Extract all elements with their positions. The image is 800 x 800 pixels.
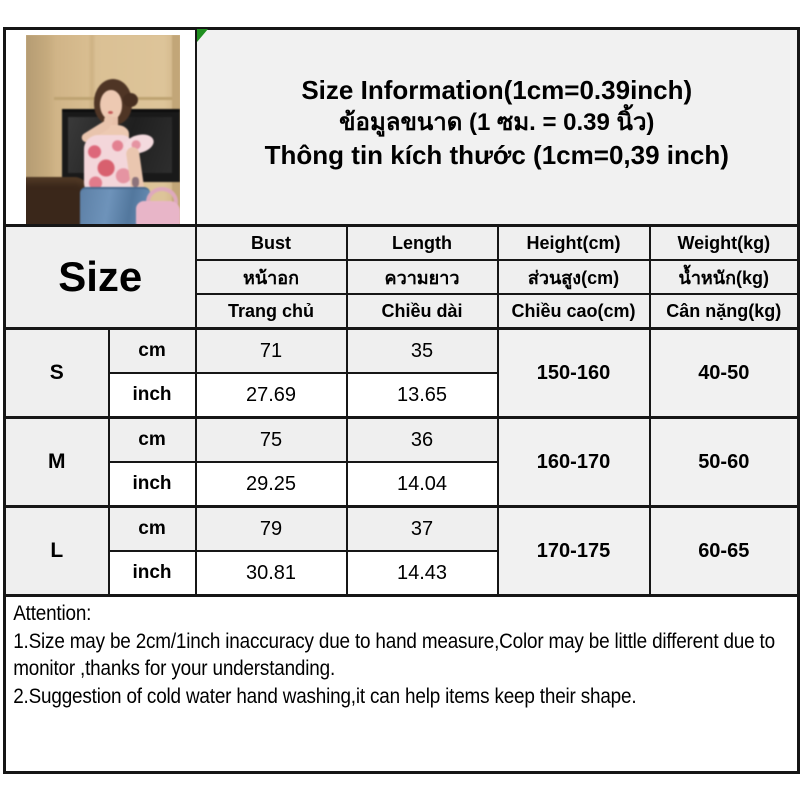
title-cell [196,29,799,226]
cell-m-bust-cm: 75 [196,418,347,463]
size-label-m: M [5,418,109,507]
unit-m-inch: inch [109,462,196,507]
cell-l-length-inch: 14.43 [347,551,498,596]
unit-m-cm: cm [109,418,196,463]
attention-note-2: 2.Suggestion of cold water hand washing,it can help items keep their shape. [13,684,637,708]
photo-model-lips [108,111,113,114]
header-height-en: Height(cm) [498,226,650,261]
photo-arm-tattoo [132,177,139,187]
header-length-vi: Chiều dài [347,294,498,329]
header-bust-en: Bust [196,226,347,261]
title-english: Size Information(1cm=0.39inch) [301,75,693,105]
unit-l-inch: inch [109,551,196,596]
attention-note-1: 1.Size may be 2cm/1inch inaccuracy due to hand measure,Color may be little different due to monitor ,thanks for your understanding. [13,629,775,680]
cell-m-weight: 50-60 [650,418,799,507]
cell-m-height: 160-170 [498,418,650,507]
cell-l-height: 170-175 [498,507,650,596]
cell-m-bust-inch: 29.25 [196,462,347,507]
size-label-s: S [5,329,109,418]
size-column-header: Size [5,226,196,329]
attention-heading: Attention: [13,602,92,625]
unit-l-cm: cm [109,507,196,552]
cell-s-length-inch: 13.65 [347,373,498,418]
cell-s-weight: 40-50 [650,329,799,418]
cell-s-length-cm: 35 [347,329,498,374]
cell-s-height: 150-160 [498,329,650,418]
attention-cell [5,596,799,773]
photo-layers [26,35,180,225]
header-bust-th: หน้าอก [196,260,347,294]
unit-s-inch: inch [109,373,196,418]
header-weight-vi: Cân nặng(kg) [650,294,799,329]
cell-l-length-cm: 37 [347,507,498,552]
photo-pink-bag [136,201,180,225]
size-label-l: L [5,507,109,596]
header-height-th: ส่วนสูง(cm) [498,260,650,294]
header-weight-th: น้ำหนัก(kg) [650,260,799,294]
title-vietnamese: Thông tin kích thước (1cm=0,39 inch) [264,140,729,170]
header-height-vi: Chiều cao(cm) [498,294,650,329]
cell-m-length-inch: 14.04 [347,462,498,507]
header-bust-vi: Trang chủ [196,294,347,329]
header-weight-en: Weight(kg) [650,226,799,261]
cell-s-bust-cm: 71 [196,329,347,374]
product-photo [26,35,180,225]
product-photo-cell [5,29,196,226]
attention-text-block [6,597,791,710]
unit-s-cm: cm [109,329,196,374]
cell-m-length-cm: 36 [347,418,498,463]
cell-s-bust-inch: 27.69 [196,373,347,418]
size-table [3,27,800,774]
title-thai: ข้อมูลขนาด (1 ซม. = 0.39 นิ้ว) [339,109,655,136]
photo-hand [104,115,113,126]
cell-l-weight: 60-65 [650,507,799,596]
cell-l-bust-cm: 79 [196,507,347,552]
photo-hair-bun [123,93,138,107]
cell-l-bust-inch: 30.81 [196,551,347,596]
header-length-th: ความยาว [347,260,498,294]
header-length-en: Length [347,226,498,261]
